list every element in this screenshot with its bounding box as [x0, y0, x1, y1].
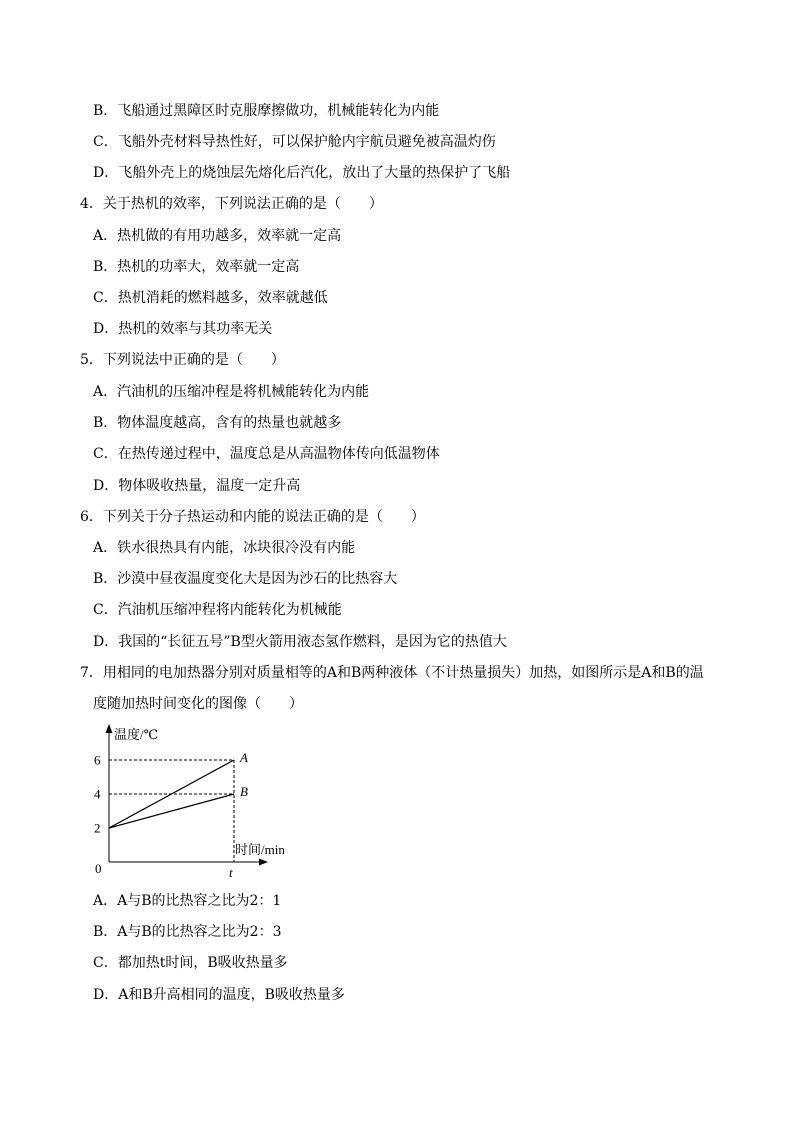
- q4-option-b: B．热机的功率大，效率就一定高: [93, 259, 300, 275]
- y-tick-label-2: 2: [94, 820, 101, 836]
- q3-option-d: D．飞船外壳上的烧蚀层先熔化后汽化，放出了大量的热保护了飞船: [93, 165, 511, 181]
- q6-option-c: C．汽油机压缩冲程将内能转化为机械能: [93, 602, 342, 618]
- x-axis-label: 时间/min: [235, 842, 285, 857]
- q6-stem: 6．下列关于分子热运动和内能的说法正确的是（ ）: [80, 509, 425, 525]
- q7-option-b: B．A与B的比热容之比为2：3: [93, 924, 282, 940]
- q7-stem-line1: 7．用相同的电加热器分别对质量相等的A和B两种液体（不计热量损失）加热，如图所示是A和B的温: [80, 665, 704, 681]
- q4-stem: 4．关于热机的效率，下列说法正确的是（ ）: [80, 196, 383, 212]
- y-axis-label: 温度/℃: [114, 727, 159, 742]
- q7-option-c: C．都加热t时间，B吸收热量多: [93, 955, 288, 971]
- q6-option-b: B．沙漠中昼夜温度变化大是因为沙石的比热容大: [93, 571, 398, 587]
- q7-stem-line2: 度随加热时间变化的图像（ ）: [93, 696, 303, 712]
- y-tick-label-6: 6: [94, 752, 101, 768]
- y-axis-arrow: [106, 724, 113, 733]
- q3-option-b: B．飞船通过黑障区时克服摩擦做功，机械能转化为内能: [93, 103, 440, 119]
- series-line-B: [109, 794, 234, 828]
- q6-option-a: A．铁水很热具有内能，冰块很冷没有内能: [93, 540, 356, 556]
- q5-option-c: C．在热传递过程中，温度总是从高温物体传向低温物体: [93, 446, 440, 462]
- q4-option-a: A．热机做的有用功越多，效率就一定高: [93, 228, 342, 244]
- q5-option-d: D．物体吸收热量，温度一定升高: [93, 478, 301, 494]
- q4-option-d: D．热机的效率与其功率无关: [93, 321, 273, 337]
- q4-option-c: C．热机消耗的燃料越多，效率就越低: [93, 290, 328, 306]
- temperature-time-chart: [88, 722, 308, 882]
- series-label-B: B: [240, 784, 248, 799]
- origin-label: 0: [95, 861, 102, 876]
- q5-option-b: B．物体温度越高，含有的热量也就越多: [93, 415, 342, 431]
- q5-option-a: A．汽油机的压缩冲程是将机械能转化为内能: [93, 384, 370, 400]
- series-label-A: A: [240, 750, 248, 765]
- x-axis-arrow: [259, 859, 268, 866]
- q6-option-d: D．我国的“长征五号”B型火箭用液态氢作燃料，是因为它的热值大: [93, 634, 507, 650]
- q7-option-d: D．A和B升高相同的温度，B吸收热量多: [93, 987, 345, 1003]
- q5-stem: 5．下列说法中正确的是（ ）: [80, 352, 285, 368]
- x-tick-label-t: t: [229, 865, 233, 880]
- q3-option-c: C．飞船外壳材料导热性好，可以保护舱内宇航员避免被高温灼伤: [93, 134, 496, 150]
- q7-option-a: A．A与B的比热容之比为2：1: [93, 893, 282, 909]
- y-tick-label-4: 4: [94, 786, 101, 802]
